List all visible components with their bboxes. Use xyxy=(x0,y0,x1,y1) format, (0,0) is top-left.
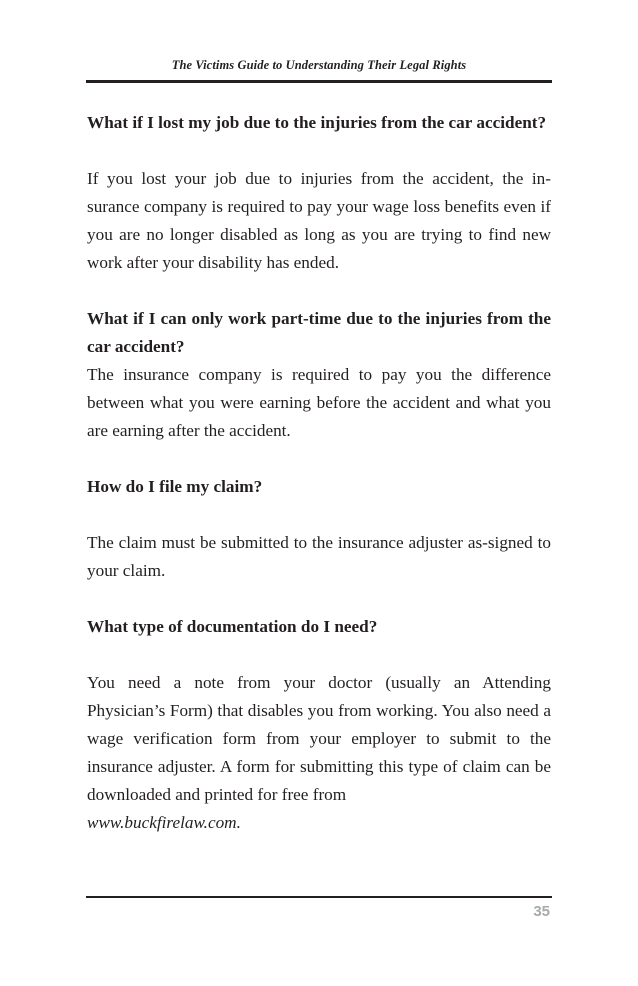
footer-divider xyxy=(86,896,552,898)
answer-documentation: You need a note from your doctor (usually an Attending Physician’s Form) that disables you from working. You also need a wage verification form from your employer to submit to the insurance adjuster. A form for submitting this type of claim can be downloaded and printed for free from xyxy=(87,673,551,804)
running-header-title: The Victims Guide to Understanding Their Legal Rights xyxy=(171,58,467,72)
spacer xyxy=(87,137,551,165)
answer-lost-job: If you lost your job due to injuries from the accident, the in-surance company is required to pay your wage loss benefits even if you are no longer disabled as long as you are trying to find new work after your disability has ended. xyxy=(87,169,551,272)
spacer xyxy=(87,445,551,473)
spacer xyxy=(87,501,551,529)
website-link[interactable]: www.buckfirelaw.com. xyxy=(87,813,241,832)
header-divider xyxy=(86,80,552,83)
spacer xyxy=(87,277,551,305)
question-file-claim: How do I file my claim? xyxy=(87,477,263,496)
spacer xyxy=(87,585,551,613)
question-documentation: What type of documentation do I need? xyxy=(87,617,378,636)
answer-file-claim: The claim must be submitted to the insurance adjuster as-signed to your claim. xyxy=(87,533,551,580)
spacer xyxy=(87,641,551,669)
question-part-time: What if I can only work part-time due to the injuries from the car accident? xyxy=(87,309,551,356)
answer-part-time: The insurance company is required to pay you the difference between what you were earning before the accident and what you are earning after the accident. xyxy=(87,365,551,440)
page-content xyxy=(87,109,551,837)
page-number: 35 xyxy=(533,903,550,920)
question-lost-job: What if I lost my job due to the injuries from the car accident? xyxy=(87,113,547,132)
